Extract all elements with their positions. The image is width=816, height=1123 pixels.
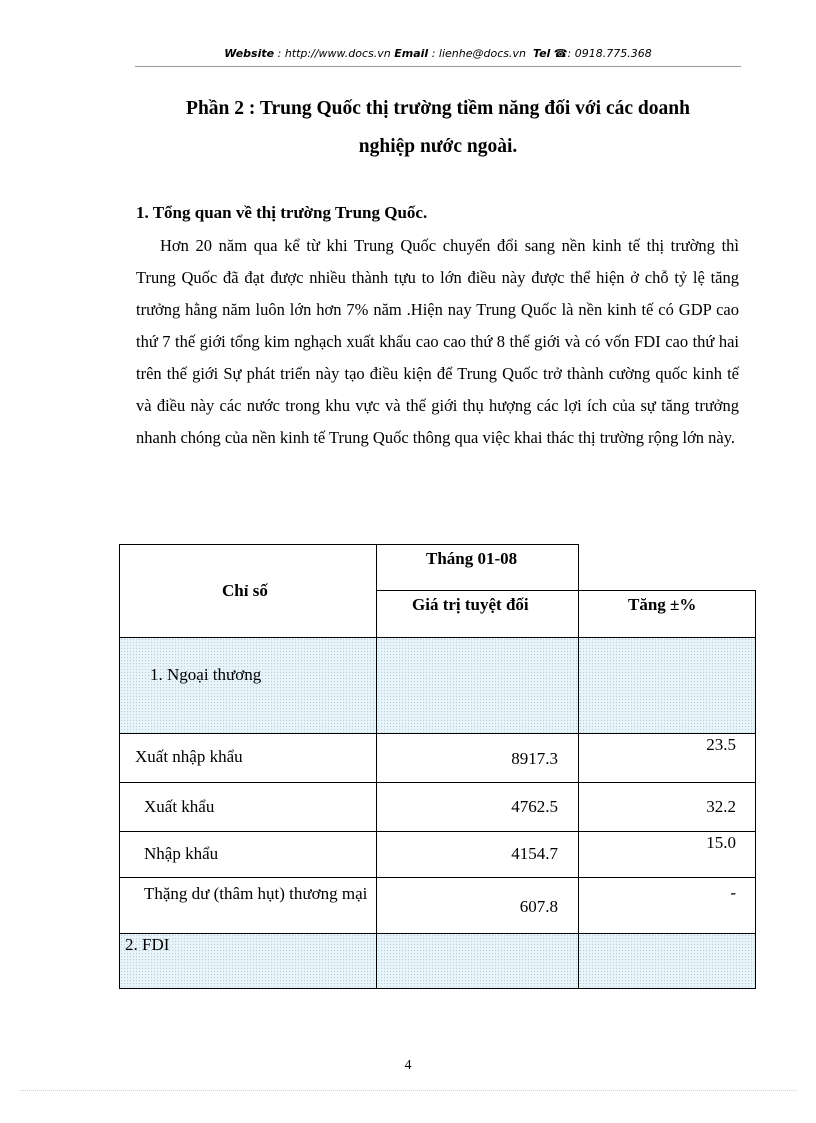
website-label: Website <box>224 47 275 60</box>
website-url[interactable]: http://www.docs.vn <box>284 47 391 60</box>
table-row-label: 2. FDI <box>119 933 377 989</box>
table-row-change <box>578 933 756 989</box>
section-heading: 1. Tổng quan về thị trường Trung Quốc. <box>136 203 428 222</box>
body-paragraph: Hơn 20 năm qua kể từ khi Trung Quốc chuyển đổi sang nền kinh tế thị trường thì Trung Quốc đã đạt được nhiều thành tựu to lớn điều này được thể hiện ở chỗ tỷ lệ tăng trưởng hằng năm luôn lớn hơn 7% năm .Hiện nay Trung Quốc là nền kinh tế có GDP cao thứ 7 thế giới tổng kim nghạch xuất khẩu cao cao thứ 8 thế giới và có vốn FDI cao thứ hai trên thế giới Sự phát triển này tạo điều kiện để Trung Quốc trở thành cường quốc kinh tế và điều này các nước trong khu vực và thế giới thụ hượng các lợi ích của sự tăng trưởng nhanh chóng của nền kinh tế Trung Quốc thông qua việc khai thác thị trường rộng lớn này. <box>136 236 739 447</box>
email-label: Email <box>394 47 429 60</box>
tel-value: : 0918.775.368 <box>567 47 652 60</box>
header-indicator-cell <box>119 544 377 638</box>
header-period-cell <box>376 544 579 591</box>
header-period: Tháng 01-08 <box>426 549 518 568</box>
title-line-2: nghiệp nước ngoài. <box>358 136 518 157</box>
header-change-cell <box>578 590 756 638</box>
page-number: 4 <box>404 1058 412 1073</box>
page-title <box>120 90 756 166</box>
table-row-label: Xuất khẩu <box>119 782 377 832</box>
table-row-change: 15.0 <box>578 831 756 878</box>
table-row-value: 8917.3 <box>376 733 579 783</box>
tel-label: Tel <box>532 47 551 60</box>
table-row-change: 23.5 <box>578 733 756 783</box>
table-row-change <box>578 637 756 734</box>
table-row-value <box>376 637 579 734</box>
header-divider <box>135 66 741 67</box>
page-header: Website : http://www.docs.vn Email : lienhe@docs.vn Tel ☎: 0918.775.368 <box>224 47 652 60</box>
table-row-value <box>376 933 579 989</box>
table-row-label: Xuất nhập khẩu <box>119 733 377 783</box>
table-row-change: - <box>578 877 756 934</box>
title-line-1: Phần 2 : Trung Quốc thị trường tiềm năng đối với các doanh <box>186 98 690 119</box>
header-absolute-cell <box>376 590 579 638</box>
table-row-value: 4762.5 <box>376 782 579 832</box>
table-row-value: 4154.7 <box>376 831 579 878</box>
footer-divider <box>20 1090 796 1091</box>
email-value[interactable]: lienhe@docs.vn <box>438 47 526 60</box>
table-row-label: Nhập khẩu <box>119 831 377 878</box>
header-change: Tăng ±% <box>628 595 697 614</box>
table-row-change: 32.2 <box>578 782 756 832</box>
header-indicator: Chỉ số <box>222 581 268 600</box>
header-absolute: Giá trị tuyệt đối <box>412 595 529 614</box>
table-row-label: 1. Ngoại thương <box>119 637 377 734</box>
table-row-value: 607.8 <box>376 877 579 934</box>
table-row-label: Thặng dư (thâm hụt) thương mại <box>119 877 377 934</box>
phone-icon: ☎ <box>553 47 568 60</box>
